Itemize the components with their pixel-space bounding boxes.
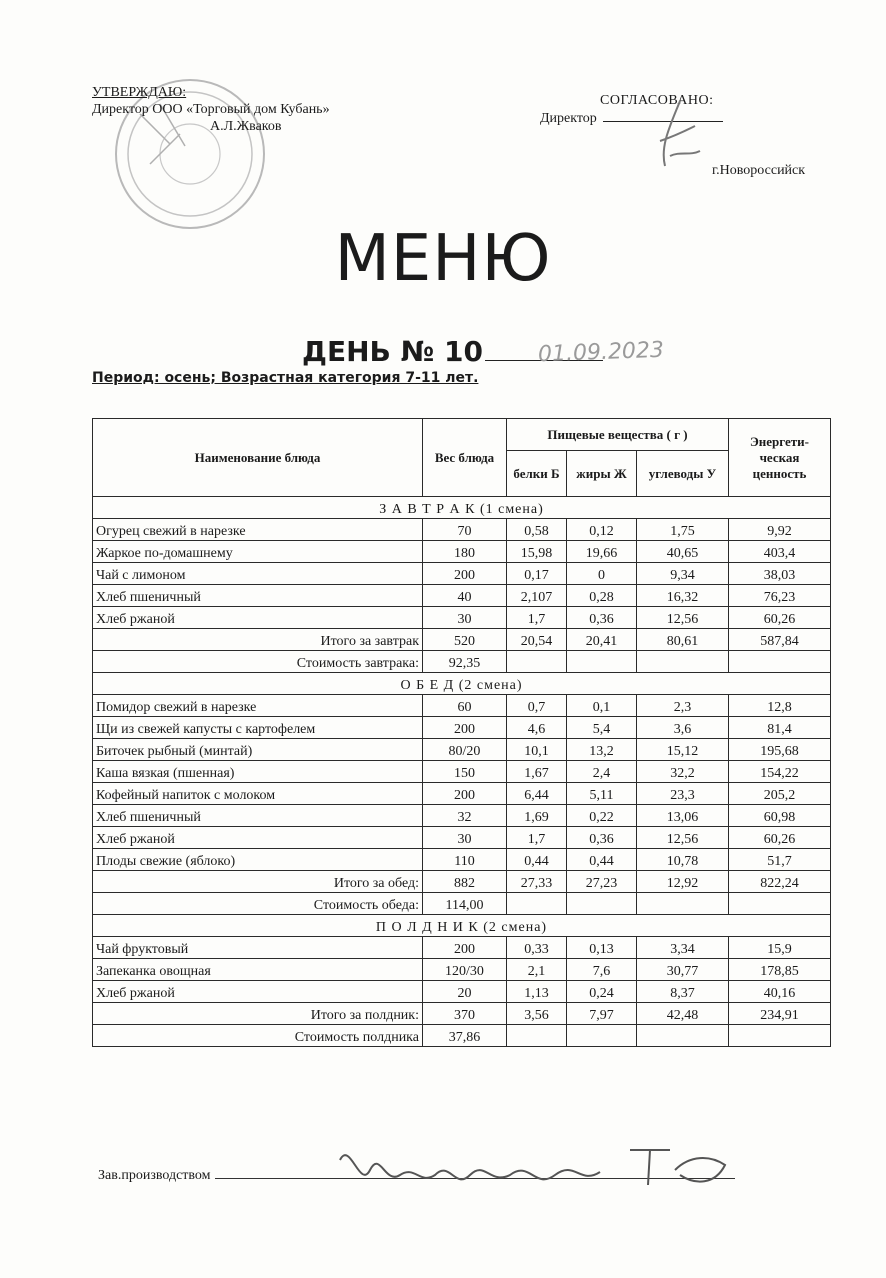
dish-carbs: 8,37 xyxy=(637,981,729,1003)
dish-protein: 1,13 xyxy=(507,981,567,1003)
header-name: Наименование блюда xyxy=(93,419,423,497)
dish-name: Каша вязкая (пшенная) xyxy=(93,761,423,783)
approve-heading: УТВЕРЖДАЮ: xyxy=(92,85,187,100)
dish-weight: 32 xyxy=(423,805,507,827)
empty-cell xyxy=(637,651,729,673)
dish-protein: 4,6 xyxy=(507,717,567,739)
empty-cell xyxy=(567,893,637,915)
total-weight: 882 xyxy=(423,871,507,893)
total-label: Итого за завтрак xyxy=(93,629,423,651)
dish-protein: 1,7 xyxy=(507,827,567,849)
header-protein: белки Б xyxy=(507,451,567,497)
agree-city: г.Новороссийск xyxy=(712,163,806,178)
dish-energy: 12,8 xyxy=(729,695,831,717)
dish-protein: 0,44 xyxy=(507,849,567,871)
dish-name: Хлеб пшеничный xyxy=(93,805,423,827)
table-row xyxy=(93,563,831,585)
section-row xyxy=(93,915,831,937)
dish-protein: 10,1 xyxy=(507,739,567,761)
table-row xyxy=(93,827,831,849)
cost-label: Стоимость полдника xyxy=(93,1025,423,1047)
dish-protein: 15,98 xyxy=(507,541,567,563)
director-signature-icon xyxy=(640,96,720,176)
dish-name: Хлеб ржаной xyxy=(93,607,423,629)
total-row xyxy=(93,629,831,651)
empty-cell xyxy=(507,1025,567,1047)
total-weight: 520 xyxy=(423,629,507,651)
header-nutrients: Пищевые вещества ( г ) xyxy=(507,419,729,451)
dish-carbs: 16,32 xyxy=(637,585,729,607)
table-row xyxy=(93,937,831,959)
dish-protein: 2,107 xyxy=(507,585,567,607)
cost-value: 37,86 xyxy=(423,1025,507,1047)
handwritten-signature-icon xyxy=(330,1130,770,1200)
total-row xyxy=(93,871,831,893)
dish-weight: 180 xyxy=(423,541,507,563)
empty-cell xyxy=(729,893,831,915)
dish-carbs: 15,12 xyxy=(637,739,729,761)
dish-name: Щи из свежей капусты с картофелем xyxy=(93,717,423,739)
dish-name: Огурец свежий в нарезке xyxy=(93,519,423,541)
dish-name: Биточек рыбный (минтай) xyxy=(93,739,423,761)
dish-energy: 178,85 xyxy=(729,959,831,981)
section-title: О Б Е Д (2 смена) xyxy=(93,673,831,695)
dish-carbs: 40,65 xyxy=(637,541,729,563)
section-row xyxy=(93,497,831,519)
empty-cell xyxy=(507,651,567,673)
empty-cell xyxy=(567,651,637,673)
dish-protein: 6,44 xyxy=(507,783,567,805)
total-carbs: 12,92 xyxy=(637,871,729,893)
dish-fat: 19,66 xyxy=(567,541,637,563)
dish-protein: 1,69 xyxy=(507,805,567,827)
table-row xyxy=(93,805,831,827)
dish-protein: 1,67 xyxy=(507,761,567,783)
dish-weight: 110 xyxy=(423,849,507,871)
menu-table-body xyxy=(93,497,831,1047)
dish-weight: 40 xyxy=(423,585,507,607)
dish-energy: 38,03 xyxy=(729,563,831,585)
table-row xyxy=(93,783,831,805)
total-energy: 822,24 xyxy=(729,871,831,893)
period-line: Период: осень; Возрастная категория 7-11 лет. xyxy=(92,370,479,386)
day-label: ДЕНЬ № 10 xyxy=(302,335,483,368)
empty-cell xyxy=(729,651,831,673)
dish-carbs: 3,34 xyxy=(637,937,729,959)
dish-energy: 205,2 xyxy=(729,783,831,805)
dish-fat: 13,2 xyxy=(567,739,637,761)
total-protein: 20,54 xyxy=(507,629,567,651)
table-row xyxy=(93,717,831,739)
dish-name: Помидор свежий в нарезке xyxy=(93,695,423,717)
total-protein: 3,56 xyxy=(507,1003,567,1025)
total-fat: 7,97 xyxy=(567,1003,637,1025)
total-energy: 234,91 xyxy=(729,1003,831,1025)
menu-table xyxy=(92,418,831,1047)
cost-row xyxy=(93,651,831,673)
total-energy: 587,84 xyxy=(729,629,831,651)
dish-fat: 0,36 xyxy=(567,607,637,629)
dish-weight: 30 xyxy=(423,607,507,629)
dish-carbs: 1,75 xyxy=(637,519,729,541)
dish-weight: 20 xyxy=(423,981,507,1003)
agree-position: Директор xyxy=(540,111,597,126)
dish-weight: 200 xyxy=(423,563,507,585)
dish-weight: 150 xyxy=(423,761,507,783)
dish-protein: 0,7 xyxy=(507,695,567,717)
dish-fat: 0,28 xyxy=(567,585,637,607)
dish-carbs: 32,2 xyxy=(637,761,729,783)
dish-energy: 9,92 xyxy=(729,519,831,541)
dish-weight: 120/30 xyxy=(423,959,507,981)
dish-weight: 200 xyxy=(423,783,507,805)
header-carbs: углеводы У xyxy=(637,451,729,497)
table-row xyxy=(93,959,831,981)
header-energy: Энергети-ческая ценность xyxy=(729,419,831,497)
approve-position: Директор ООО «Торговый дом Кубань» xyxy=(92,102,330,117)
approve-signer: А.Л.Жваков xyxy=(210,119,282,134)
dish-weight: 70 xyxy=(423,519,507,541)
empty-cell xyxy=(507,893,567,915)
dish-carbs: 3,6 xyxy=(637,717,729,739)
total-label: Итого за полдник: xyxy=(93,1003,423,1025)
dish-fat: 5,4 xyxy=(567,717,637,739)
table-row xyxy=(93,519,831,541)
dish-carbs: 23,3 xyxy=(637,783,729,805)
total-weight: 370 xyxy=(423,1003,507,1025)
dish-carbs: 10,78 xyxy=(637,849,729,871)
page-title: МЕНЮ xyxy=(334,222,552,296)
table-row xyxy=(93,981,831,1003)
dish-name: Запеканка овощная xyxy=(93,959,423,981)
dish-protein: 2,1 xyxy=(507,959,567,981)
dish-protein: 0,17 xyxy=(507,563,567,585)
dish-energy: 403,4 xyxy=(729,541,831,563)
cost-value: 114,00 xyxy=(423,893,507,915)
dish-weight: 200 xyxy=(423,717,507,739)
dish-fat: 2,4 xyxy=(567,761,637,783)
footer-label: Зав.производством xyxy=(98,1168,211,1183)
dish-name: Хлеб ржаной xyxy=(93,827,423,849)
dish-energy: 76,23 xyxy=(729,585,831,607)
cost-row xyxy=(93,1025,831,1047)
handwritten-date: 01.09.2023 xyxy=(537,337,665,368)
empty-cell xyxy=(729,1025,831,1047)
dish-protein: 0,33 xyxy=(507,937,567,959)
dish-fat: 7,6 xyxy=(567,959,637,981)
total-protein: 27,33 xyxy=(507,871,567,893)
total-carbs: 80,61 xyxy=(637,629,729,651)
cost-value: 92,35 xyxy=(423,651,507,673)
total-fat: 27,23 xyxy=(567,871,637,893)
cost-row xyxy=(93,893,831,915)
table-row xyxy=(93,849,831,871)
table-row xyxy=(93,695,831,717)
empty-cell xyxy=(637,893,729,915)
empty-cell xyxy=(567,1025,637,1047)
dish-energy: 195,68 xyxy=(729,739,831,761)
dish-weight: 200 xyxy=(423,937,507,959)
cost-label: Стоимость обеда: xyxy=(93,893,423,915)
dish-fat: 0,44 xyxy=(567,849,637,871)
dish-carbs: 2,3 xyxy=(637,695,729,717)
total-carbs: 42,48 xyxy=(637,1003,729,1025)
dish-energy: 60,26 xyxy=(729,827,831,849)
dish-energy: 51,7 xyxy=(729,849,831,871)
header-weight: Вес блюда xyxy=(423,419,507,497)
dish-fat: 0,1 xyxy=(567,695,637,717)
dish-name: Хлеб пшеничный xyxy=(93,585,423,607)
dish-energy: 154,22 xyxy=(729,761,831,783)
dish-carbs: 13,06 xyxy=(637,805,729,827)
dish-energy: 81,4 xyxy=(729,717,831,739)
dish-energy: 15,9 xyxy=(729,937,831,959)
dish-name: Чай с лимоном xyxy=(93,563,423,585)
agree-heading: СОГЛАСОВАНО: xyxy=(600,93,714,108)
dish-weight: 60 xyxy=(423,695,507,717)
dish-protein: 1,7 xyxy=(507,607,567,629)
header-fat: жиры Ж xyxy=(567,451,637,497)
section-title: П О Л Д Н И К (2 смена) xyxy=(93,915,831,937)
table-row xyxy=(93,585,831,607)
dish-energy: 60,26 xyxy=(729,607,831,629)
dish-fat: 0,12 xyxy=(567,519,637,541)
table-row xyxy=(93,541,831,563)
cost-label: Стоимость завтрака: xyxy=(93,651,423,673)
dish-fat: 0 xyxy=(567,563,637,585)
dish-weight: 30 xyxy=(423,827,507,849)
table-row xyxy=(93,761,831,783)
dish-carbs: 12,56 xyxy=(637,827,729,849)
dish-fat: 5,11 xyxy=(567,783,637,805)
dish-protein: 0,58 xyxy=(507,519,567,541)
dish-energy: 40,16 xyxy=(729,981,831,1003)
dish-fat: 0,13 xyxy=(567,937,637,959)
table-row xyxy=(93,607,831,629)
total-fat: 20,41 xyxy=(567,629,637,651)
dish-name: Чай фруктовый xyxy=(93,937,423,959)
dish-carbs: 9,34 xyxy=(637,563,729,585)
dish-fat: 0,36 xyxy=(567,827,637,849)
total-row xyxy=(93,1003,831,1025)
dish-name: Хлеб ржаной xyxy=(93,981,423,1003)
dish-name: Плоды свежие (яблоко) xyxy=(93,849,423,871)
dish-carbs: 12,56 xyxy=(637,607,729,629)
section-title: З А В Т Р А К (1 смена) xyxy=(93,497,831,519)
dish-carbs: 30,77 xyxy=(637,959,729,981)
dish-name: Кофейный напиток с молоком xyxy=(93,783,423,805)
approval-block xyxy=(92,84,330,135)
dish-fat: 0,24 xyxy=(567,981,637,1003)
dish-name: Жаркое по-домашнему xyxy=(93,541,423,563)
empty-cell xyxy=(637,1025,729,1047)
dish-fat: 0,22 xyxy=(567,805,637,827)
section-row xyxy=(93,673,831,695)
table-row xyxy=(93,739,831,761)
total-label: Итого за обед: xyxy=(93,871,423,893)
dish-weight: 80/20 xyxy=(423,739,507,761)
dish-energy: 60,98 xyxy=(729,805,831,827)
